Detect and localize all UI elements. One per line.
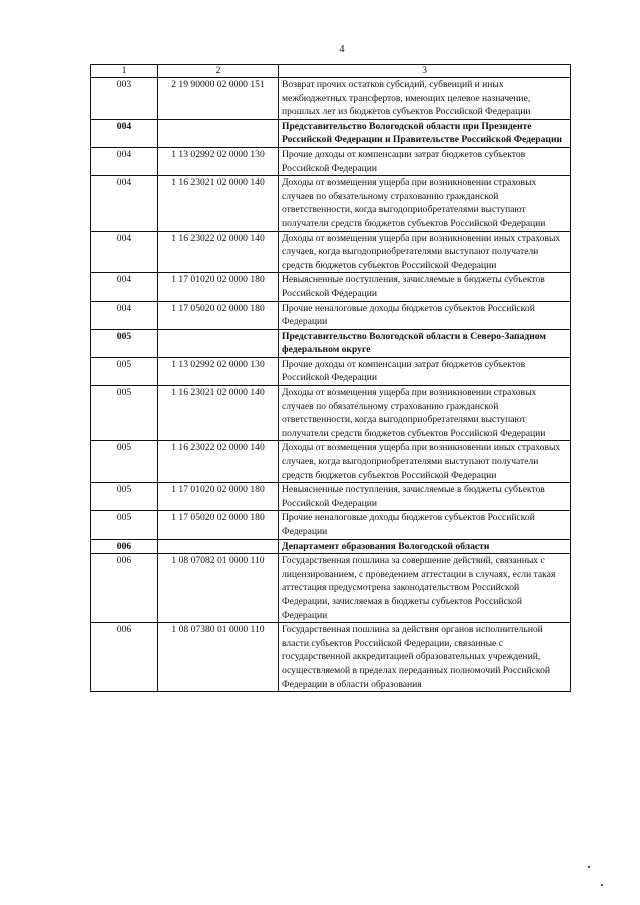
revenue-description-cell: Доходы от возмещения ущерба при возникновении иных страховых случаев, когда выгодоприобретателями выступают получатели средств бюджетов субъектов Российской Федерации <box>279 231 571 273</box>
admin-code-cell: 005 <box>91 511 158 539</box>
admin-code-cell: 004 <box>91 231 158 273</box>
revenue-code-cell: 2 19 90000 02 0000 151 <box>158 78 279 120</box>
table-row <box>91 231 571 273</box>
table-row <box>91 554 571 623</box>
table-row <box>91 147 571 175</box>
table-row <box>91 357 571 385</box>
revenue-administrators-table <box>90 64 571 692</box>
admin-code-cell: 004 <box>91 176 158 231</box>
table-row <box>91 301 571 329</box>
admin-code-cell: 004 <box>91 301 158 329</box>
table-row <box>91 441 571 483</box>
scan-speck <box>588 866 590 868</box>
table-body <box>91 78 571 692</box>
column-header-2: 2 <box>158 65 279 78</box>
table-header-row <box>91 65 571 78</box>
revenue-description-cell: Департамент образования Вологодской области <box>279 539 571 554</box>
revenue-code-cell <box>158 119 279 147</box>
admin-code-cell: 006 <box>91 554 158 623</box>
revenue-code-cell: 1 17 01020 02 0000 180 <box>158 273 279 301</box>
admin-code-cell: 006 <box>91 539 158 554</box>
column-header-3: 3 <box>279 65 571 78</box>
revenue-description-cell: Представительство Вологодской области при Президенте Российской Федерации и Правительстве Российской Федерации <box>279 119 571 147</box>
column-header-1: 1 <box>91 65 158 78</box>
revenue-code-cell: 1 17 05020 02 0000 180 <box>158 511 279 539</box>
revenue-code-cell: 1 16 23022 02 0000 140 <box>158 231 279 273</box>
revenue-code-cell: 1 16 23022 02 0000 140 <box>158 441 279 483</box>
admin-code-cell: 003 <box>91 78 158 120</box>
admin-code-cell: 006 <box>91 623 158 692</box>
revenue-code-cell: 1 13 02992 02 0000 130 <box>158 357 279 385</box>
section-header-row <box>91 539 571 554</box>
revenue-code-cell: 1 16 23021 02 0000 140 <box>158 176 279 231</box>
admin-code-cell: 005 <box>91 483 158 511</box>
table-row <box>91 483 571 511</box>
revenue-description-cell: Доходы от возмещения ущерба при возникновении страховых случаев по обязательному страхованию гражданской ответственности, когда выгодоприобретателями выступают получатели средств бюджетов субъектов Российской Федерации <box>279 176 571 231</box>
admin-code-cell: 004 <box>91 119 158 147</box>
revenue-code-cell: 1 13 02992 02 0000 130 <box>158 147 279 175</box>
table-row <box>91 511 571 539</box>
revenue-description-cell: Прочие неналоговые доходы бюджетов субъектов Российской Федерации <box>279 301 571 329</box>
admin-code-cell: 005 <box>91 441 158 483</box>
revenue-description-cell: Невыясненные поступления, зачисляемые в бюджеты субъектов Российской Федерации <box>279 483 571 511</box>
table-row <box>91 273 571 301</box>
revenue-code-cell: 1 17 05020 02 0000 180 <box>158 301 279 329</box>
admin-code-cell: 005 <box>91 386 158 441</box>
revenue-code-cell <box>158 539 279 554</box>
revenue-description-cell: Прочие неналоговые доходы бюджетов субъектов Российской Федерации <box>279 511 571 539</box>
page-number: 4 <box>339 44 345 55</box>
revenue-description-cell: Невыясненные поступления, зачисляемые в бюджеты субъектов Российской Федерации <box>279 273 571 301</box>
revenue-code-cell: 1 08 07082 01 0000 110 <box>158 554 279 623</box>
revenue-description-cell: Доходы от возмещения ущерба при возникновении страховых случаев по обязательному страхованию гражданской ответственности, когда выгодоприобретателями выступают получатели средств бюджетов субъектов Российской Федерации <box>279 386 571 441</box>
revenue-description-cell: Представительство Вологодской области в Северо-Западном федеральном округе <box>279 329 571 357</box>
admin-code-cell: 004 <box>91 273 158 301</box>
scan-speck <box>601 884 603 886</box>
table-row <box>91 386 571 441</box>
section-header-row <box>91 119 571 147</box>
table-row <box>91 623 571 692</box>
revenue-description-cell: Государственная пошлина за совершение действий, связанных с лицензированием, с проведением аттестации в случаях, если такая аттестация предусмотрена законодательством Российской Федерации, зачисляемая в бюджеты субъектов Российской Федерации <box>279 554 571 623</box>
admin-code-cell: 005 <box>91 357 158 385</box>
revenue-description-cell: Доходы от возмещения ущерба при возникновении иных страховых случаев, когда выгодоприобретателями выступают получатели средств бюджетов субъектов Российской Федерации <box>279 441 571 483</box>
revenue-description-cell: Возврат прочих остатков субсидий, субвенций и иных межбюджетных трансфертов, имеющих целевое назначение, прошлых лет из бюджетов субъектов Российской Федерации <box>279 78 571 120</box>
admin-code-cell: 005 <box>91 329 158 357</box>
section-header-row <box>91 329 571 357</box>
revenue-code-cell: 1 08 07380 01 0000 110 <box>158 623 279 692</box>
revenue-code-cell: 1 17 01020 02 0000 180 <box>158 483 279 511</box>
revenue-description-cell: Прочие доходы от компенсации затрат бюджетов субъектов Российской Федерации <box>279 147 571 175</box>
table-row <box>91 176 571 231</box>
revenue-description-cell: Государственная пошлина за действия органов исполнительной власти субъектов Российской Федерации, связанные с государственной аккредитацией образовательных учреждений, осуществляемой в пределах переданных полномочий Российской Федерации в области образования <box>279 623 571 692</box>
revenue-code-cell <box>158 329 279 357</box>
admin-code-cell: 004 <box>91 147 158 175</box>
table-row <box>91 78 571 120</box>
revenue-code-cell: 1 16 23021 02 0000 140 <box>158 386 279 441</box>
revenue-description-cell: Прочие доходы от компенсации затрат бюджетов субъектов Российской Федерации <box>279 357 571 385</box>
